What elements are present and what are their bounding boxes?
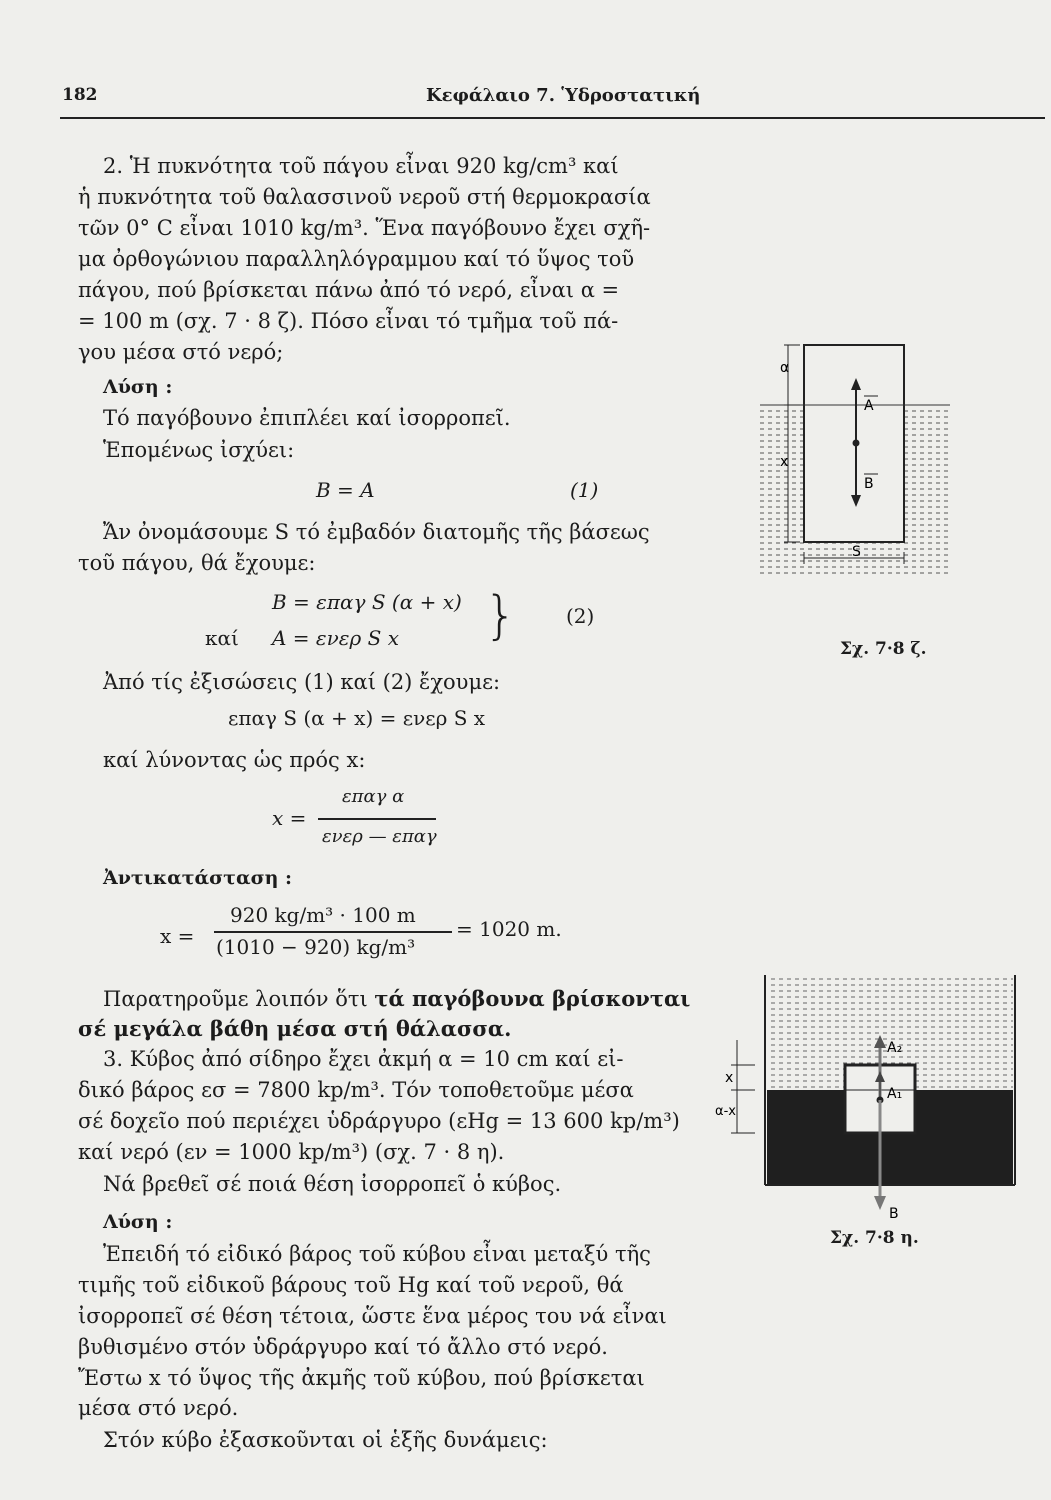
p2-text-3: Ἀπό τίς ἐξισώσεις (1) καί (2) ἔχουμε: (103, 670, 501, 694)
equation-1: B = A (316, 478, 375, 502)
equation-4-lhs: x = (272, 806, 307, 830)
equation-5-result: = 1020 m. (456, 917, 562, 941)
equation-2b-kai: καί (205, 626, 239, 650)
p2-line-2: ἡ πυκνότητα τοῦ θαλασσινοῦ νεροῦ στή θερμοκρασία (78, 185, 651, 209)
p2-line-4: μα ὀρθογώνιου παραλληλόγραμμου καί τό ὕψος τοῦ (78, 247, 635, 271)
equation-3: επαγ S (α + x) = ενερ S x (228, 706, 486, 730)
p3-sol-line-4: βυθισμένο στόν ὑδράργυρο καί τό ἄλλο στό νερό. (78, 1335, 608, 1359)
chapter-title: Κεφάλαιο 7. Ὑδροστατική (426, 85, 701, 106)
conclusion-normal: Παρατηροῦμε λοιπόν ὅτι (103, 987, 375, 1011)
p3-sol-line-3: ἰσορροπεῖ σέ θέση τέτοια, ὥστε ἕνα μέρος του νά εἶναι (78, 1304, 667, 1328)
equation-5-lhs: x = (160, 924, 195, 948)
label-S: S (852, 544, 861, 560)
p2-line-7: γου μέσα στό νερό; (78, 340, 284, 364)
p3-line-2: δικό βάρος εσ = 7800 kp/m³. Τόν τοποθετοῦμε μέσα (78, 1078, 634, 1102)
p2-line-6: = 100 m (σχ. 7 · 8 ζ). Πόσο εἶναι τό τμῆμα τοῦ πά- (78, 309, 619, 333)
p2-line-3: τῶν 0° C εἶναι 1010 kg/m³. Ἕνα παγόβουνο ἔχει σχῆ- (78, 216, 651, 240)
conclusion-bold-1: τά παγόβουνα βρίσκονται (374, 986, 691, 1011)
p3-line-4: καί νερό (εν = 1000 kp/m³) (σχ. 7 · 8 η). (78, 1140, 505, 1164)
p2-text-2a: Ἄν ὀνομάσουμε S τό ἐμβαδόν διατομῆς τῆς βάσεως (103, 520, 650, 544)
equation-5-denominator: (1010 − 920) kg/m³ (216, 935, 416, 959)
p2-line-5: πάγου, πού βρίσκεται πάνω ἀπό τό νερό, εἶναι α = (78, 278, 620, 302)
p3-line-1: 3. Κύβος ἀπό σίδηρο ἔχει ἀκμή α = 10 cm καί εἰ- (103, 1047, 624, 1071)
p2-sol-line-1: Τό παγόβουνο ἐπιπλέει καί ἰσορροπεῖ. (103, 406, 511, 430)
equation-1-number: (1) (570, 478, 599, 502)
p3-line-5: Νά βρεθεῖ σέ ποιά θέση ἰσορροπεῖ ὁ κύβος. (103, 1172, 562, 1196)
figure-eta-caption: Σχ. 7·8 η. (830, 1228, 919, 1248)
label-A1: A₁ (887, 1086, 903, 1102)
p3-sol-line-6: μέσα στό νερό. (78, 1396, 239, 1420)
header-rule (60, 117, 1045, 119)
equation-4-numerator: επαγ α (342, 786, 405, 807)
equation-5-fraction-bar (214, 931, 452, 933)
p3-sol-line-5: Ἔστω x τό ὕψος τῆς ἀκμῆς τοῦ κύβου, πού βρίσκεται (78, 1366, 645, 1390)
conclusion-line-1 (103, 985, 690, 1013)
equation-2a: B = επαγ S (α + x) (272, 590, 462, 614)
p2-text-4: καί λύνοντας ὡς πρός x: (103, 748, 366, 772)
label-alpha: α (780, 360, 790, 376)
substitution-label: Ἀντικατάσταση : (103, 867, 293, 889)
brace: } (484, 586, 518, 646)
p3-line-3: σέ δοχεῖο πού περιέχει ὑδράργυρο (εHg = 13 600 kp/m³) (78, 1109, 680, 1133)
p2-solution-label: Λύση : (103, 376, 173, 398)
label-alpha-minus-x: α-x (715, 1104, 736, 1119)
figure-7-8-zeta (760, 330, 950, 640)
page-number: 182 (62, 85, 98, 105)
p2-sol-line-2: Ἑπομένως ἰσχύει: (103, 438, 295, 462)
label-x: x (725, 1070, 734, 1086)
p2-line-1: 2. Ἡ πυκνότητα τοῦ πάγου εἶναι 920 kg/cm³ καί (103, 154, 619, 178)
figure-7-8-eta (715, 970, 1035, 1225)
p3-sol-line-1: Ἐπειδή τό εἰδικό βάρος τοῦ κύβου εἶναι μεταξύ τῆς (103, 1242, 651, 1266)
p3-sol-line-7: Στόν κύβο ἐξασκοῦνται οἱ ἑξῆς δυνάμεις: (103, 1428, 548, 1452)
label-A: A (864, 398, 874, 414)
label-B: B (889, 1206, 899, 1222)
equation-2-number: (2) (566, 604, 595, 628)
equation-4-denominator: ενερ — επαγ (322, 826, 437, 847)
label-x: x (780, 454, 789, 470)
label-A2: A₂ (887, 1040, 903, 1056)
figure-zeta-caption: Σχ. 7·8 ζ. (840, 639, 927, 659)
conclusion-line-2: σέ μεγάλα βάθη μέσα στή θάλασσα. (78, 1016, 512, 1041)
p3-sol-line-2: τιμῆς τοῦ εἰδικοῦ βάρους τοῦ Hg καί τοῦ νεροῦ, θά (78, 1273, 624, 1297)
equation-2b: A = ενερ S x (272, 626, 399, 650)
p2-text-2b: τοῦ πάγου, θά ἔχουμε: (78, 551, 316, 575)
equation-5-numerator: 920 kg/m³ · 100 m (230, 903, 416, 927)
p3-solution-label: Λύση : (103, 1211, 173, 1233)
equation-4-fraction-bar (318, 818, 436, 820)
label-B: B (864, 476, 874, 492)
